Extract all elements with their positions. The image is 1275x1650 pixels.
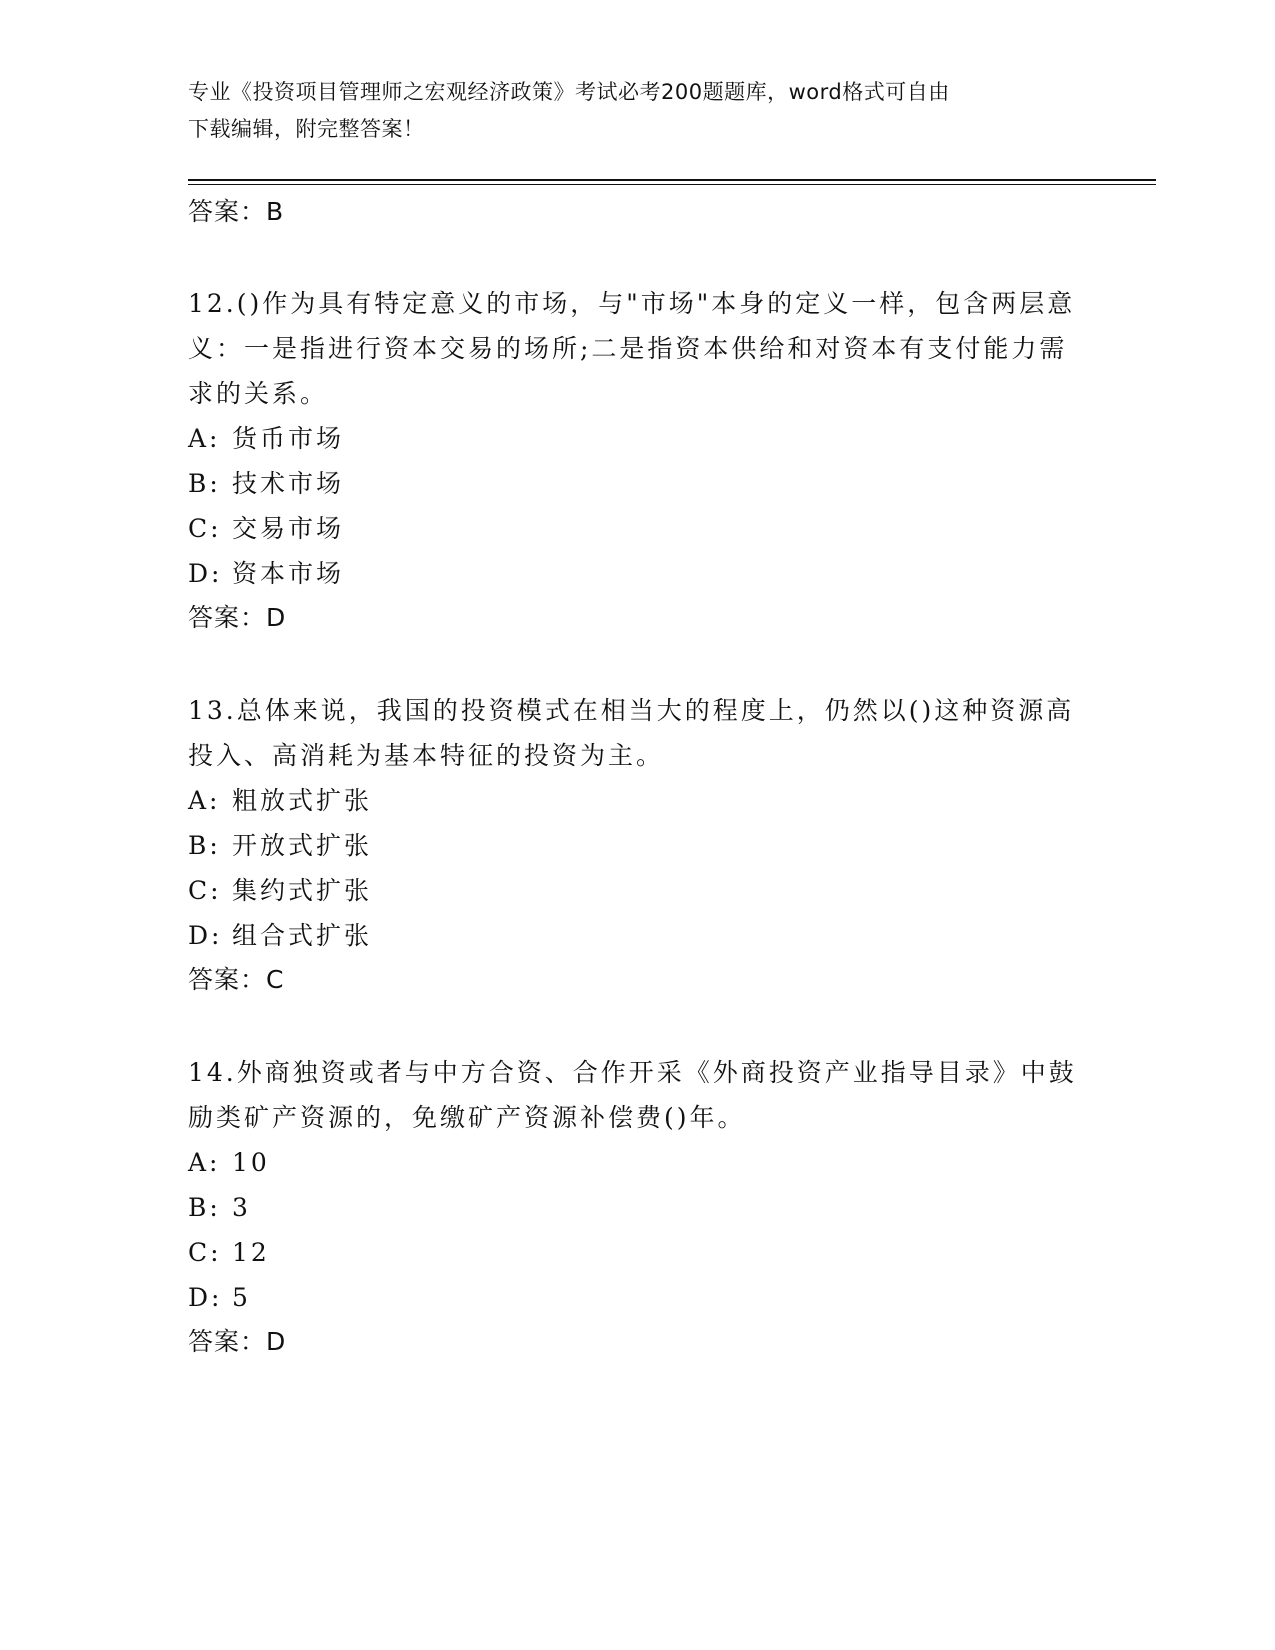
answer-line: 答案：D [188,1327,287,1356]
answer-line: 答案：D [188,603,287,632]
option-letter: D: [188,1283,223,1312]
option-a [188,1140,1088,1185]
header-title-line-1: 专业《投资项目管理师之宏观经济政策》考试必考200题题库，word格式可自由 [188,80,950,104]
option-letter: B: [188,469,221,498]
option-text: 技术市场 [232,469,345,498]
option-text: 5 [232,1283,251,1312]
question-14 [188,1050,1088,1364]
option-text: 12 [232,1238,270,1267]
option-d [188,551,1088,596]
question-stem: 12.()作为具有特定意义的市场，与"市场"本身的定义一样，包含两层意义：一是指进行资本交易的场所;二是指资本供给和对资本有支付能力需求的关系。 [188,289,1076,408]
header-divider-thin [188,184,1156,185]
question-stem: 14.外商独资或者与中方合资、合作开采《外商投资产业指导目录》中鼓励类矿产资源的，免缴矿产资源补偿费()年。 [188,1058,1077,1132]
question-list [188,190,1088,1412]
question-stem: 13.总体来说，我国的投资模式在相当大的程度上，仍然以()这种资源高投入、高消耗为基本特征的投资为主。 [188,696,1075,770]
document-header [188,74,1068,148]
option-letter: A: [188,424,221,453]
option-b [188,461,1088,506]
option-text: 集约式扩张 [232,876,373,905]
option-letter: B: [188,831,221,860]
option-text: 资本市场 [232,559,345,588]
previous-question-answer: 答案：B [188,197,285,226]
option-letter: D: [188,921,223,950]
option-text: 粗放式扩张 [232,786,373,815]
header-title-line-2: 下载编辑，附完整答案！ [188,117,425,141]
option-letter: A: [188,786,221,815]
option-d [188,913,1088,958]
answer-line: 答案：C [188,965,285,994]
option-a [188,416,1088,461]
option-c [188,868,1088,913]
option-c [188,506,1088,551]
option-text: 货币市场 [232,424,345,453]
header-divider-thick [188,179,1156,181]
option-b [188,1185,1088,1230]
option-letter: D: [188,559,223,588]
option-text: 交易市场 [232,514,345,543]
option-a [188,778,1088,823]
option-b [188,823,1088,868]
option-letter: C: [188,876,222,905]
option-letter: A: [188,1148,221,1177]
option-d [188,1275,1088,1320]
option-c [188,1230,1088,1275]
option-letter: C: [188,1238,222,1267]
option-letter: C: [188,514,222,543]
question-12 [188,281,1088,640]
option-text: 组合式扩张 [232,921,373,950]
option-text: 开放式扩张 [232,831,373,860]
option-text: 3 [232,1193,251,1222]
option-letter: B: [188,1193,221,1222]
question-13 [188,688,1088,1002]
option-text: 10 [232,1148,270,1177]
